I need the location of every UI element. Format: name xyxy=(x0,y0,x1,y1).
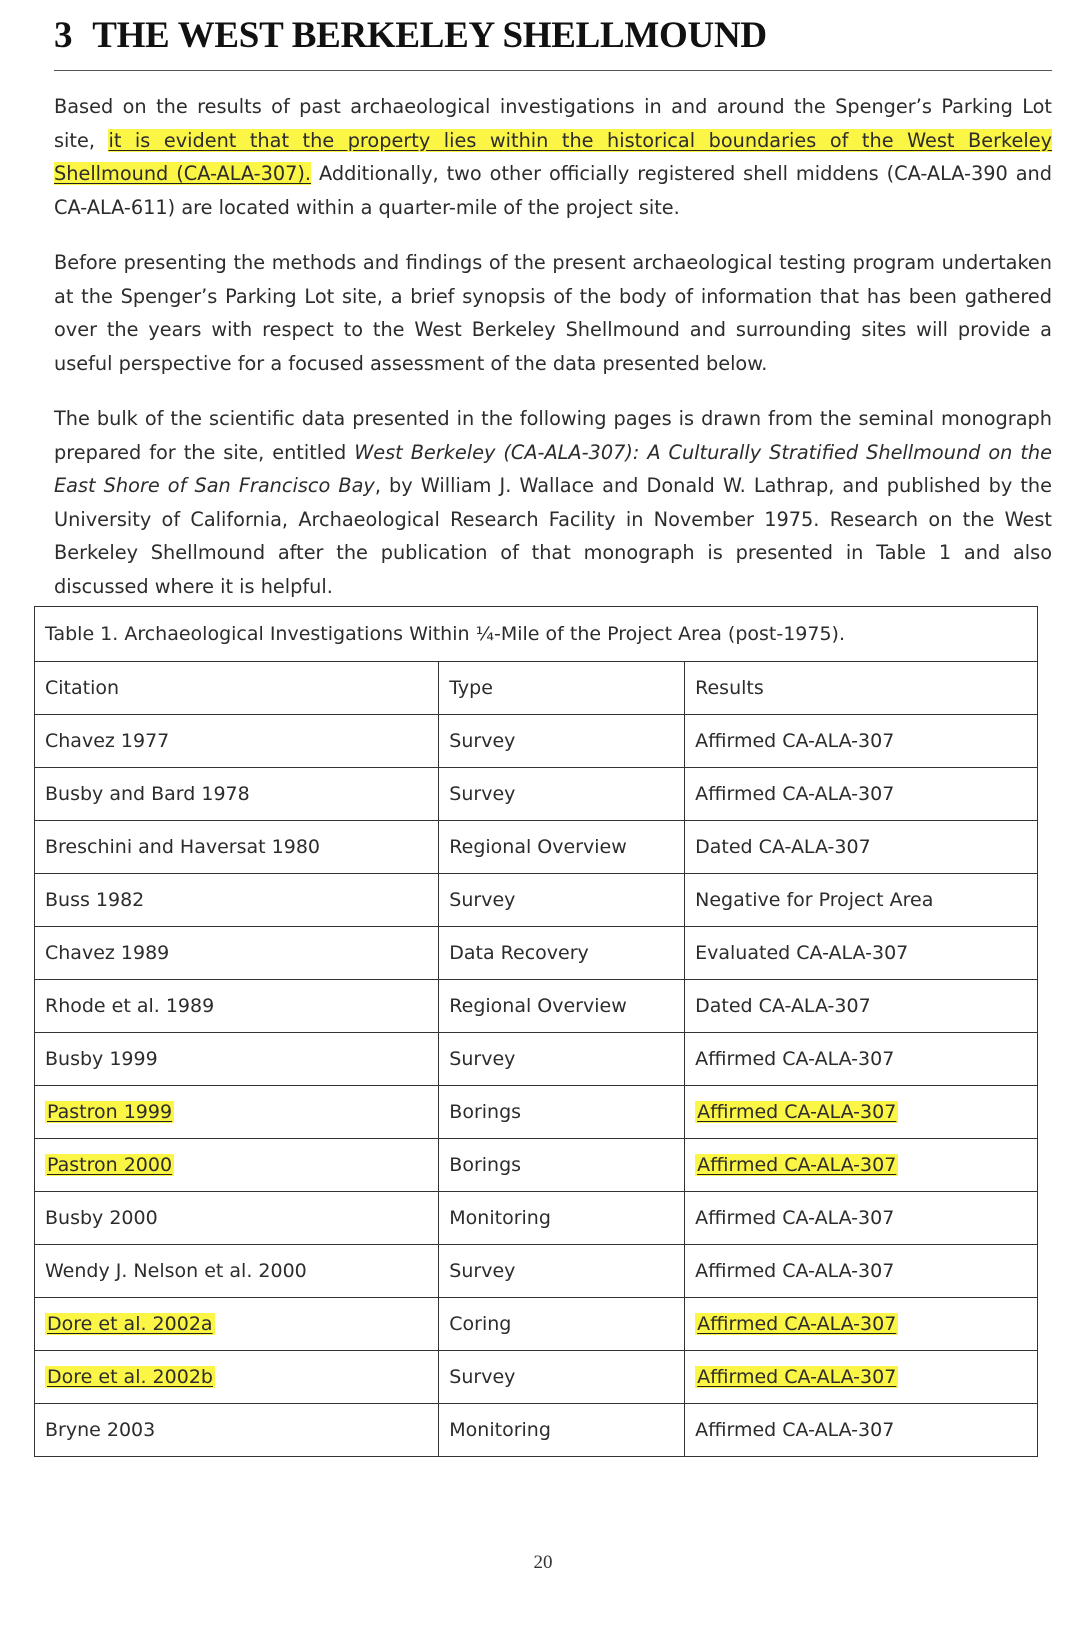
cell-results xyxy=(685,1139,1038,1192)
table-row xyxy=(35,1404,1038,1457)
cell-type-text: Survey xyxy=(449,783,516,805)
cell-type xyxy=(439,1139,685,1192)
cell-type xyxy=(439,1351,685,1404)
cell-citation xyxy=(35,927,439,980)
cell-results-text: Negative for Project Area xyxy=(695,889,934,911)
section-number: 3 xyxy=(54,15,73,56)
table-caption: Table 1. Archaeological Investigations Within ¼-Mile of the Project Area (post-1975). xyxy=(35,607,1038,662)
table-body xyxy=(35,715,1038,1457)
cell-results-text: Affirmed CA-ALA-307 xyxy=(697,1366,897,1388)
cell-results-text: Dated CA-ALA-307 xyxy=(695,995,871,1017)
table-row xyxy=(35,1351,1038,1404)
table-row xyxy=(35,821,1038,874)
cell-results-text: Affirmed CA-ALA-307 xyxy=(695,783,895,805)
table-row xyxy=(35,1245,1038,1298)
cell-type xyxy=(439,980,685,1033)
cell-results xyxy=(685,1351,1038,1404)
paragraph-3 xyxy=(54,402,1052,603)
cell-citation xyxy=(35,1245,439,1298)
cell-type xyxy=(439,1245,685,1298)
cell-type-text: Coring xyxy=(449,1313,512,1335)
cell-type-text: Borings xyxy=(449,1154,522,1176)
paragraph-1-text-before: Based on the results of past archaeological investigations in and around the Spenger’s Parking Lot site, xyxy=(54,95,1052,152)
cell-citation xyxy=(35,1086,439,1139)
cell-results-text: Affirmed CA-ALA-307 xyxy=(695,1419,895,1441)
cell-citation-text: Buss 1982 xyxy=(45,889,145,911)
header-citation: Citation xyxy=(35,662,439,715)
table-row xyxy=(35,768,1038,821)
investigations-table xyxy=(34,606,1038,1457)
table-row xyxy=(35,980,1038,1033)
cell-type xyxy=(439,1033,685,1086)
cell-type-text: Data Recovery xyxy=(449,942,589,964)
cell-citation-text: Chavez 1977 xyxy=(45,730,170,752)
cell-type xyxy=(439,1086,685,1139)
cell-results xyxy=(685,1404,1038,1457)
cell-type xyxy=(439,1404,685,1457)
cell-citation xyxy=(35,1351,439,1404)
table-row xyxy=(35,1298,1038,1351)
cell-results xyxy=(685,768,1038,821)
cell-citation xyxy=(35,874,439,927)
cell-citation xyxy=(35,715,439,768)
cell-citation-text: Busby and Bard 1978 xyxy=(45,783,250,805)
cell-citation-text: Chavez 1989 xyxy=(45,942,170,964)
cell-results xyxy=(685,927,1038,980)
section-heading xyxy=(54,14,767,57)
cell-type-text: Survey xyxy=(449,889,516,911)
cell-results-text: Affirmed CA-ALA-307 xyxy=(697,1154,897,1176)
table-row xyxy=(35,1086,1038,1139)
cell-citation-text: Dore et al. 2002a xyxy=(47,1313,213,1335)
cell-results xyxy=(685,1033,1038,1086)
cell-type-text: Regional Overview xyxy=(449,995,627,1017)
cell-type xyxy=(439,874,685,927)
cell-type xyxy=(439,715,685,768)
cell-results-text: Affirmed CA-ALA-307 xyxy=(695,1048,895,1070)
table-row xyxy=(35,1192,1038,1245)
cell-type-text: Monitoring xyxy=(449,1207,551,1229)
cell-results-text: Affirmed CA-ALA-307 xyxy=(695,1207,895,1229)
cell-citation xyxy=(35,821,439,874)
cell-citation-text: Busby 2000 xyxy=(45,1207,158,1229)
paragraph-3-text-before: The bulk of the scientific data presented in the following pages is drawn from the seminal monograph prepared for the site, entitled xyxy=(54,407,1052,464)
cell-citation xyxy=(35,1404,439,1457)
cell-citation xyxy=(35,1192,439,1245)
cell-results-text: Evaluated CA-ALA-307 xyxy=(695,942,909,964)
heading-rule xyxy=(54,70,1052,71)
monograph-title: West Berkeley (CA-ALA-307): A Culturally Stratified Shellmound on the East Shore of San Francisco Bay xyxy=(54,440,1052,497)
cell-type-text: Borings xyxy=(449,1101,522,1123)
cell-citation xyxy=(35,1033,439,1086)
cell-citation-text: Bryne 2003 xyxy=(45,1419,156,1441)
table-header-row xyxy=(35,662,1038,715)
table-row xyxy=(35,1033,1038,1086)
cell-results xyxy=(685,1086,1038,1139)
table-row xyxy=(35,715,1038,768)
cell-results-text: Dated CA-ALA-307 xyxy=(695,836,871,858)
cell-citation xyxy=(35,1298,439,1351)
paragraph-3-text-after: , by William J. Wallace and Donald W. Lathrap, and published by the University of California, Archaeological Research Facility in November 1975. Research on the West Berkeley Shellmound after the publication of that monograph is presented in Table 1 and also discussed where it is helpful. xyxy=(54,474,1053,598)
cell-citation-text: Busby 1999 xyxy=(45,1048,158,1070)
cell-type-text: Survey xyxy=(449,1366,516,1388)
cell-citation-text: Breschini and Haversat 1980 xyxy=(45,836,320,858)
cell-results xyxy=(685,715,1038,768)
paragraph-2: Before presenting the methods and findings of the present archaeological testing program undertaken at the Spenger’s Parking Lot site, a brief synopsis of the body of information that has been gathered over the years with respect to the West Berkeley Shellmound and surrounding sites will provide a useful perspective for a focused assessment of the data presented below. xyxy=(54,251,1052,375)
cell-results xyxy=(685,821,1038,874)
cell-type xyxy=(439,1192,685,1245)
cell-results-text: Affirmed CA-ALA-307 xyxy=(697,1313,897,1335)
cell-citation-text: Pastron 2000 xyxy=(47,1154,173,1176)
paragraph-1 xyxy=(54,90,1052,224)
cell-citation-text: Pastron 1999 xyxy=(47,1101,173,1123)
cell-citation xyxy=(35,980,439,1033)
table-row xyxy=(35,927,1038,980)
header-results: Results xyxy=(685,662,1038,715)
cell-type xyxy=(439,1298,685,1351)
paragraph-1-highlight: it is evident that the property lies within the historical boundaries of the West Berkeley Shellmound (CA-ALA-307). xyxy=(54,128,1052,185)
cell-type-text: Regional Overview xyxy=(449,836,627,858)
cell-type xyxy=(439,927,685,980)
section-title: THE WEST BERKELEY SHELLMOUND xyxy=(92,15,767,56)
table-row xyxy=(35,1139,1038,1192)
header-type: Type xyxy=(439,662,685,715)
cell-citation xyxy=(35,1139,439,1192)
cell-type-text: Monitoring xyxy=(449,1419,551,1441)
cell-citation xyxy=(35,768,439,821)
cell-type-text: Survey xyxy=(449,1048,516,1070)
cell-citation-text: Rhode et al. 1989 xyxy=(45,995,215,1017)
cell-type xyxy=(439,768,685,821)
cell-results xyxy=(685,874,1038,927)
cell-type-text: Survey xyxy=(449,730,516,752)
cell-results xyxy=(685,980,1038,1033)
cell-results xyxy=(685,1245,1038,1298)
cell-citation-text: Dore et al. 2002b xyxy=(47,1366,213,1388)
cell-type xyxy=(439,821,685,874)
cell-results xyxy=(685,1298,1038,1351)
page-number: 20 xyxy=(533,1552,553,1573)
cell-results-text: Affirmed CA-ALA-307 xyxy=(695,1260,895,1282)
cell-type-text: Survey xyxy=(449,1260,516,1282)
paragraph-1-text-after: Additionally, two other officially registered shell middens (CA-ALA-390 and CA-ALA-611) are located within a quarter-mile of the project site. xyxy=(54,162,1052,219)
cell-results xyxy=(685,1192,1038,1245)
cell-results-text: Affirmed CA-ALA-307 xyxy=(695,730,895,752)
cell-citation-text: Wendy J. Nelson et al. 2000 xyxy=(45,1260,307,1282)
table-row xyxy=(35,874,1038,927)
cell-results-text: Affirmed CA-ALA-307 xyxy=(697,1101,897,1123)
